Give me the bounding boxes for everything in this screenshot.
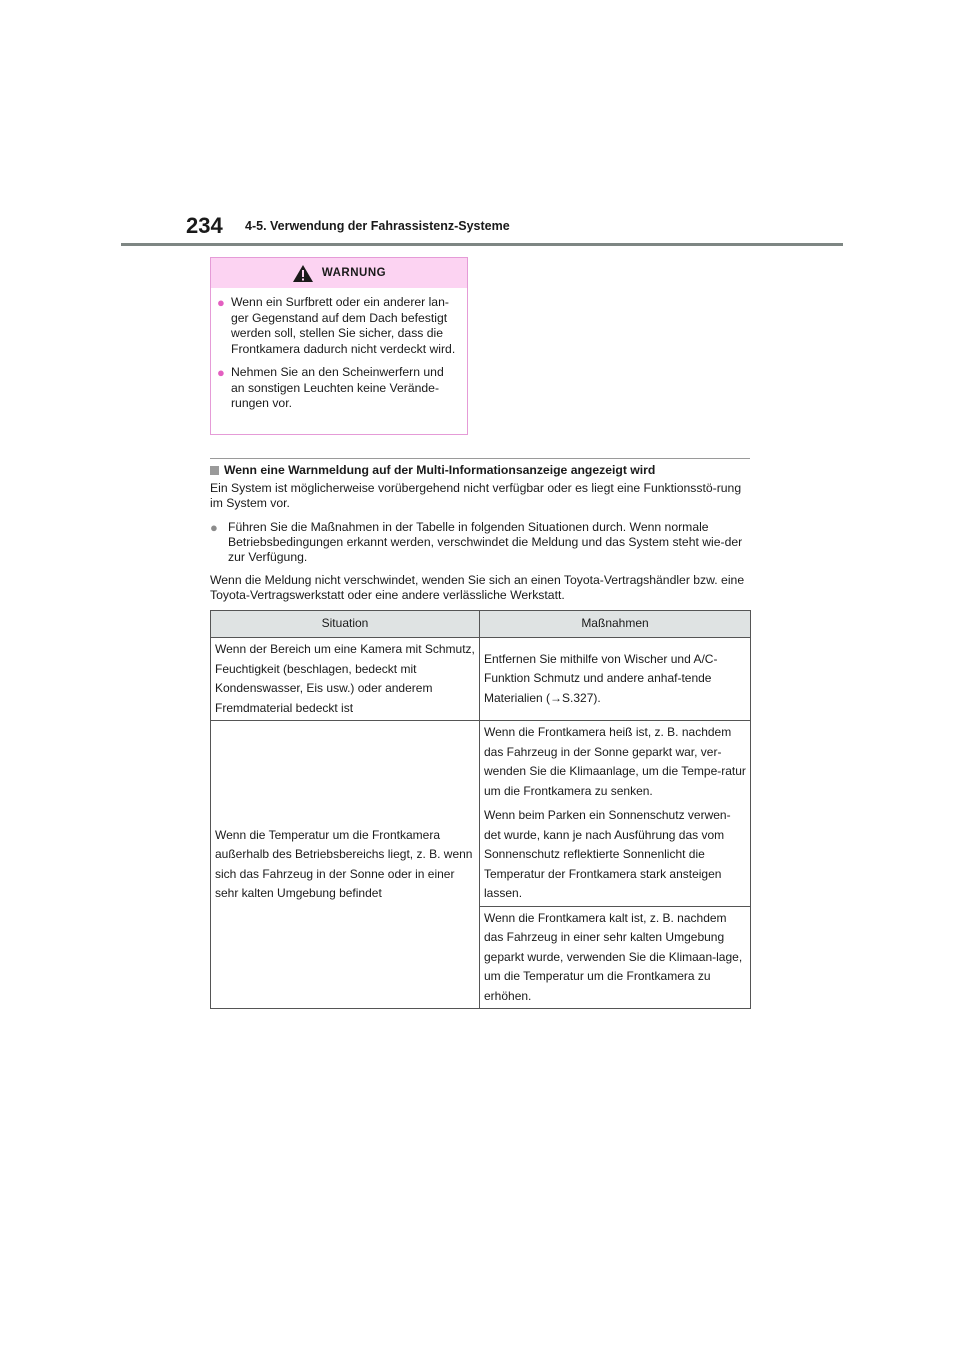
measure-paragraph: Wenn die Frontkamera heiß ist, z. B. nachdem das Fahrzeug in der Sonne geparkt war, ver-wenden Sie die Klimaanlage, um die Tempe-ratur um die Frontkamera zu senken.	[484, 725, 746, 798]
warning-title: WARNUNG	[321, 267, 387, 279]
warning-header	[211, 258, 467, 288]
bullet-icon: ●	[210, 520, 218, 535]
warning-item-text: Nehmen Sie an den Scheinwerfern und an sonstigen Leuchten keine Verände-rungen vor.	[231, 365, 444, 410]
measure-cell: Wenn die Frontkamera kalt ist, z. B. nachdem das Fahrzeug in einer sehr kalten Umgebung geparkt wurde, verwenden Sie die Klimaan-lage, um die Temperatur um die Frontkamera zu erhöhen.	[480, 906, 751, 1009]
measure-paragraph: Wenn beim Parken ein Sonnenschutz verwen-det wurde, kann je nach Ausführung das vom Sonnenschutz reflektierte Sonnenlicht die Temperatur der Frontkamera stark ansteigen lassen.	[484, 808, 731, 900]
measure-cell: Entfernen Sie mithilfe von Wischer und A/C-Funktion Schmutz und andere anhaf-tende Materialien (→S.327).	[480, 638, 751, 721]
situation-cell: Wenn der Bereich um eine Kamera mit Schmutz, Feuchtigkeit (beschlagen, bedeckt mit Kondenswasser, Eis usw.) oder anderem Fremdmaterial bedeckt ist	[211, 638, 480, 721]
situation-cell: Wenn die Temperatur um die Frontkamera außerhalb des Betriebsbereichs liegt, z. B. wenn sich das Fahrzeug in der Sonne oder in einer sehr kalten Umgebung befindet	[211, 721, 480, 1009]
warning-item	[211, 295, 467, 357]
section-title: 4-5. Verwendung der Fahrassistenz-Systeme	[245, 219, 510, 233]
topic-bullet-text: Führen Sie die Maßnahmen in der Tabelle in folgenden Situationen durch. Wenn normale Betriebsbedingungen erkannt werden, verschwindet die Meldung und das System steht wie-der zur Verfügung.	[228, 520, 743, 564]
column-header-situation: Situation	[211, 611, 480, 638]
warning-item-text: Wenn ein Surfbrett oder ein anderer lan-ger Gegenstand auf dem Dach befestigt werden soll, stellen Sie sicher, dass die Frontkamera dadurch nicht verdeckt wird.	[231, 295, 456, 356]
square-bullet-icon	[210, 466, 219, 475]
bullet-icon: ●	[217, 365, 225, 380]
table-header-row	[211, 611, 751, 638]
measure-cell	[480, 721, 751, 907]
header-divider	[121, 243, 843, 246]
table-row	[211, 721, 751, 907]
topic-outro: Wenn die Meldung nicht verschwindet, wenden Sie sich an einen Toyota-Vertragshändler bzw. eine Toyota-Vertragswerkstatt oder eine andere verlässliche Werkstatt.	[210, 573, 745, 602]
bullet-icon: ●	[217, 295, 225, 310]
topic-heading	[210, 463, 655, 477]
page-number: 234	[186, 213, 223, 238]
topic-divider	[210, 458, 750, 459]
topic-heading-text: Wenn eine Warnmeldung auf der Multi-Informationsanzeige angezeigt wird	[224, 463, 656, 477]
warning-triangle-icon	[292, 264, 314, 283]
warning-item	[211, 365, 467, 412]
column-header-measures: Maßnahmen	[480, 611, 751, 638]
measures-table	[210, 610, 751, 1009]
warning-box	[210, 257, 468, 435]
topic-bullet	[210, 520, 750, 565]
topic-intro: Ein System ist möglicherweise vorübergehend nicht verfügbar oder es liegt eine Funktionsstö-rung im System vor.	[210, 481, 742, 510]
table-row	[211, 638, 751, 721]
